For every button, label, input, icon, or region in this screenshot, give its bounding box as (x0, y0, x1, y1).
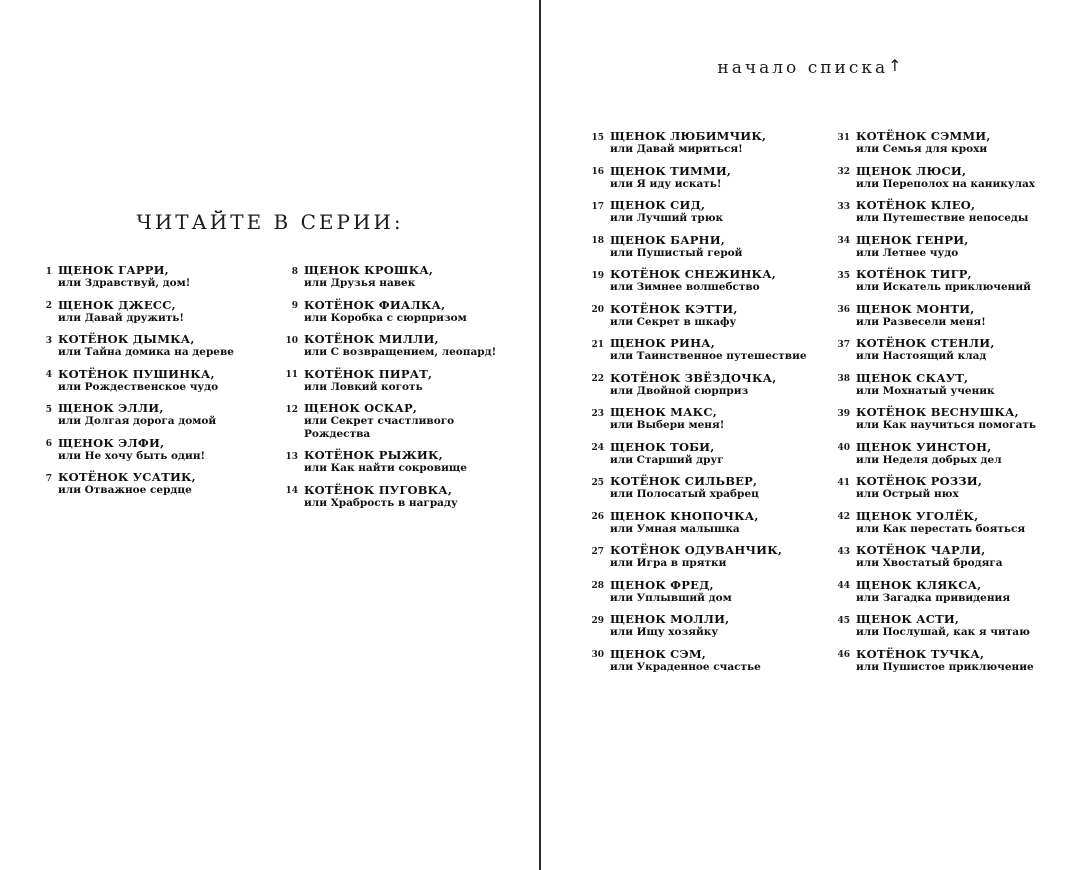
entry-subtitle: или Зимнее волшебство (610, 281, 760, 293)
list-item (834, 303, 1069, 329)
list-item (36, 299, 268, 325)
entry-number: 21 (591, 339, 604, 350)
entry-number: 34 (837, 236, 850, 246)
entry-subtitle: или Выбери меня! (610, 419, 725, 431)
list-item (282, 333, 517, 359)
list-item (834, 268, 1069, 294)
entry-title: ЩЕНОК ГАРРИ, (58, 263, 169, 277)
list-item (834, 510, 1069, 536)
entry-number: 24 (591, 443, 604, 453)
list-item (588, 406, 823, 432)
list-item (588, 372, 823, 398)
list-item (588, 475, 823, 501)
entry-subtitle: или Мохнатый ученик (856, 384, 995, 397)
list-item (588, 199, 823, 225)
entry-subtitle: или Настоящий клад (856, 350, 987, 362)
entry-title: КОТЁНОК РЫЖИК, (304, 448, 443, 462)
entry-title: ЩЕНОК КНОПОЧКА, (610, 508, 759, 523)
entry-title: КОТЁНОК УСАТИК, (58, 470, 196, 484)
entry-number: 7 (45, 473, 52, 484)
entry-number: 46 (837, 650, 850, 660)
entry-title: КОТЁНОК СЭММИ, (856, 129, 991, 143)
list-item (588, 613, 823, 639)
entry-title: ЩЕНОК ТИММИ, (610, 163, 732, 178)
list-item (834, 475, 1069, 501)
list-item (588, 337, 823, 363)
entry-number: 22 (591, 374, 604, 384)
entry-number: 16 (591, 167, 604, 177)
series-list-column-4 (834, 130, 1069, 682)
entry-title: КОТЁНОК ФИАЛКА, (304, 297, 446, 312)
entry-title: ЩЕНОК ДЖЕСС, (58, 297, 176, 312)
entry-subtitle: или Как научиться помогать (856, 419, 1037, 431)
entry-title: КОТЁНОК ЗВЁЗДОЧКА, (610, 370, 777, 385)
entry-subtitle: или Таинственное путешествие (610, 350, 807, 362)
list-item (834, 199, 1069, 225)
list-item (282, 368, 517, 394)
entry-title: КОТЁНОК ДЫМКА, (58, 332, 195, 346)
list-item (36, 402, 268, 428)
series-list-column-2 (282, 264, 517, 518)
list-item (834, 130, 1069, 156)
entry-subtitle: или Давай дружить! (58, 311, 185, 324)
entry-title: ЩЕНОК ЭЛЛИ, (58, 401, 164, 415)
entry-number: 17 (591, 201, 604, 212)
list-item (36, 333, 268, 359)
entry-subtitle: или Пушистое приключение (856, 660, 1034, 673)
entry-subtitle: или Не хочу быть один! (58, 449, 206, 462)
entry-title: КОТЁНОК ПУШИНКА, (58, 366, 215, 381)
entry-subtitle: или Полосатый храбрец (610, 488, 759, 500)
entry-subtitle: или Игра в прятки (610, 557, 727, 569)
entry-title: ЩЕНОК ФРЕД, (610, 577, 714, 592)
entry-subtitle: или Я иду искать! (610, 177, 722, 190)
entry-number: 38 (837, 374, 850, 384)
entry-subtitle: или Умная малышка (610, 522, 740, 535)
list-item (282, 449, 517, 475)
entry-subtitle: или Секрет счастливого Рождества (304, 415, 455, 440)
entry-subtitle: или Двойной сюрприз (610, 384, 749, 397)
list-item (834, 165, 1069, 191)
entry-title: ЩЕНОК АСТИ, (856, 612, 960, 626)
list-item (834, 648, 1069, 674)
entry-number: 27 (591, 546, 604, 557)
entry-subtitle: или Отважное сердце (58, 484, 192, 496)
entry-title: ЩЕНОК УГОЛЁК, (856, 508, 979, 523)
list-item (834, 337, 1069, 363)
entry-subtitle: или С возвращением, леопард! (304, 346, 497, 358)
entry-subtitle: или Послушай, как я читаю (856, 626, 1030, 638)
series-list-column-1 (36, 264, 268, 506)
entry-title: КОТЁНОК МИЛЛИ, (304, 332, 439, 346)
entry-number: 26 (591, 512, 604, 522)
entry-number: 45 (837, 615, 850, 626)
list-item (588, 303, 823, 329)
entry-number: 30 (591, 650, 604, 660)
entry-title: ЩЕНОК КЛЯКСА, (856, 577, 982, 592)
entry-number: 10 (285, 335, 298, 346)
list-item (834, 441, 1069, 467)
entry-subtitle: или Коробка с сюрпризом (304, 311, 467, 324)
entry-subtitle: или Летнее чудо (856, 246, 959, 259)
entry-title: КОТЁНОК ВЕСНУШКА, (856, 405, 1019, 419)
list-item (834, 406, 1069, 432)
entry-title: ЩЕНОК УИНСТОН, (856, 439, 992, 454)
list-item (834, 579, 1069, 605)
entry-number: 23 (591, 408, 604, 419)
list-item (834, 372, 1069, 398)
entry-title: КОТЁНОК ПУГОВКА, (304, 482, 453, 497)
list-item (588, 544, 823, 570)
entry-subtitle: или Уплывший дом (610, 591, 732, 604)
entry-number: 15 (591, 132, 604, 143)
entry-title: КОТЁНОК ТУЧКА, (856, 646, 985, 661)
list-item (588, 441, 823, 467)
list-item (834, 234, 1069, 260)
entry-title: КОТЁНОК СТЕНЛИ, (856, 336, 995, 350)
entry-subtitle: или Хвостатый бродяга (856, 557, 1003, 569)
entry-title: ЩЕНОК ЛЮСИ, (856, 163, 967, 178)
list-item (588, 579, 823, 605)
list-item (36, 471, 268, 497)
page-divider (539, 0, 541, 870)
entry-subtitle: или Секрет в шкафу (610, 315, 737, 328)
list-item (588, 268, 823, 294)
entry-number: 8 (291, 266, 298, 277)
up-arrow-icon: ↑ (888, 56, 902, 75)
entry-title: КОТЁНОК СНЕЖИНКА, (610, 267, 776, 281)
entry-number: 41 (837, 477, 850, 488)
entry-number: 11 (285, 370, 298, 380)
entry-number: 31 (837, 132, 850, 143)
entry-subtitle: или Загадка привидения (856, 591, 1011, 604)
list-item (588, 510, 823, 536)
series-list-column-3 (588, 130, 823, 682)
list-item (588, 234, 823, 260)
entry-subtitle: или Давай мириться! (610, 143, 743, 155)
list-start-header (540, 58, 1079, 78)
series-heading: ЧИТАЙТЕ В СЕРИИ: (136, 210, 404, 234)
list-item (282, 484, 517, 510)
entry-number: 12 (285, 404, 298, 415)
list-item (834, 544, 1069, 570)
entry-subtitle: или Здравствуй, дом! (58, 277, 191, 289)
list-item (282, 402, 517, 440)
entry-title: ЩЕНОК МОЛЛИ, (610, 612, 730, 626)
entry-title: ЩЕНОК СЭМ, (610, 646, 707, 661)
entry-title: ЩЕНОК СКАУТ, (856, 370, 969, 385)
entry-number: 18 (591, 236, 604, 246)
entry-subtitle: или Пушистый герой (610, 246, 743, 259)
list-start-label: начало списка (717, 58, 889, 78)
entry-subtitle: или Ищу хозяйку (610, 626, 719, 638)
entry-subtitle: или Как найти сокровище (304, 462, 467, 474)
list-item (588, 648, 823, 674)
entry-title: КОТЁНОК ТИГР, (856, 267, 972, 281)
entry-number: 19 (591, 270, 604, 281)
entry-title: КОТЁНОК ЧАРЛИ, (856, 543, 986, 557)
entry-title: КОТЁНОК КЛЕО, (856, 198, 976, 212)
list-item (588, 165, 823, 191)
entry-number: 6 (45, 439, 52, 449)
entry-subtitle: или Друзья навек (304, 277, 416, 289)
entry-title: ЩЕНОК КРОШКА, (304, 263, 434, 277)
list-item (282, 264, 517, 290)
entry-subtitle: или Тайна домика на дереве (58, 346, 234, 358)
list-item (834, 613, 1069, 639)
entry-title: КОТЁНОК РОЗЗИ, (856, 474, 983, 488)
entry-subtitle: или Острый нюх (856, 488, 959, 500)
entry-number: 40 (837, 443, 850, 453)
entry-number: 9 (291, 301, 298, 311)
entry-subtitle: или Долгая дорога домой (58, 415, 217, 427)
list-item (282, 299, 517, 325)
entry-title: ЩЕНОК БАРНИ, (610, 232, 725, 247)
entry-number: 2 (45, 301, 52, 311)
entry-title: ЩЕНОК МОНТИ, (856, 301, 975, 316)
entry-subtitle: или Как перестать бояться (856, 522, 1026, 535)
entry-title: ЩЕНОК ЛЮБИМЧИК, (610, 129, 767, 143)
entry-number: 36 (837, 305, 850, 315)
entry-number: 43 (837, 546, 850, 557)
entry-number: 3 (45, 335, 52, 346)
entry-number: 13 (285, 451, 298, 462)
entry-number: 44 (837, 581, 850, 591)
entry-subtitle: или Старший друг (610, 453, 724, 466)
entry-subtitle: или Рождественское чудо (58, 380, 219, 393)
list-item (588, 130, 823, 156)
entry-title: ЩЕНОК ЭЛФИ, (58, 435, 165, 450)
entry-number: 1 (45, 266, 52, 277)
entry-title: КОТЁНОК ПИРАТ, (304, 366, 433, 381)
entry-number: 32 (837, 167, 850, 177)
entry-subtitle: или Путешествие непоседы (856, 212, 1029, 224)
entry-number: 5 (45, 404, 52, 415)
entry-subtitle: или Развесели меня! (856, 315, 986, 328)
entry-title: ЩЕНОК ТОБИ, (610, 439, 715, 454)
list-item (36, 437, 268, 463)
list-item (36, 368, 268, 394)
entry-number: 29 (591, 615, 604, 626)
entry-number: 25 (591, 477, 604, 488)
entry-title: ЩЕНОК ОСКАР, (304, 401, 418, 415)
entry-number: 35 (837, 270, 850, 281)
entry-subtitle: или Переполох на каникулах (856, 177, 1036, 190)
entry-number: 42 (837, 512, 850, 522)
entry-subtitle: или Лучший трюк (610, 212, 724, 224)
entry-number: 14 (285, 486, 298, 496)
entry-title: КОТЁНОК СИЛЬВЕР, (610, 474, 758, 488)
entry-subtitle: или Ловкий коготь (304, 380, 423, 393)
entry-title: КОТЁНОК КЭТТИ, (610, 301, 738, 316)
entry-title: ЩЕНОК СИД, (610, 198, 706, 212)
entry-subtitle: или Храбрость в награду (304, 496, 458, 509)
entry-number: 20 (591, 305, 604, 315)
entry-subtitle: или Неделя добрых дел (856, 453, 1002, 466)
entry-number: 39 (837, 408, 850, 419)
entry-subtitle: или Семья для крохи (856, 143, 988, 155)
entry-subtitle: или Искатель приключений (856, 281, 1031, 293)
entry-number: 28 (591, 581, 604, 591)
list-item (36, 264, 268, 290)
entry-number: 33 (837, 201, 850, 212)
entry-number: 37 (837, 339, 850, 350)
entry-title: ЩЕНОК МАКС, (610, 405, 717, 419)
entry-title: ЩЕНОК РИНА, (610, 336, 715, 350)
entry-subtitle: или Украденное счастье (610, 660, 761, 673)
entry-number: 4 (45, 370, 52, 380)
entry-title: ЩЕНОК ГЕНРИ, (856, 232, 969, 247)
entry-title: КОТЁНОК ОДУВАНЧИК, (610, 543, 783, 557)
